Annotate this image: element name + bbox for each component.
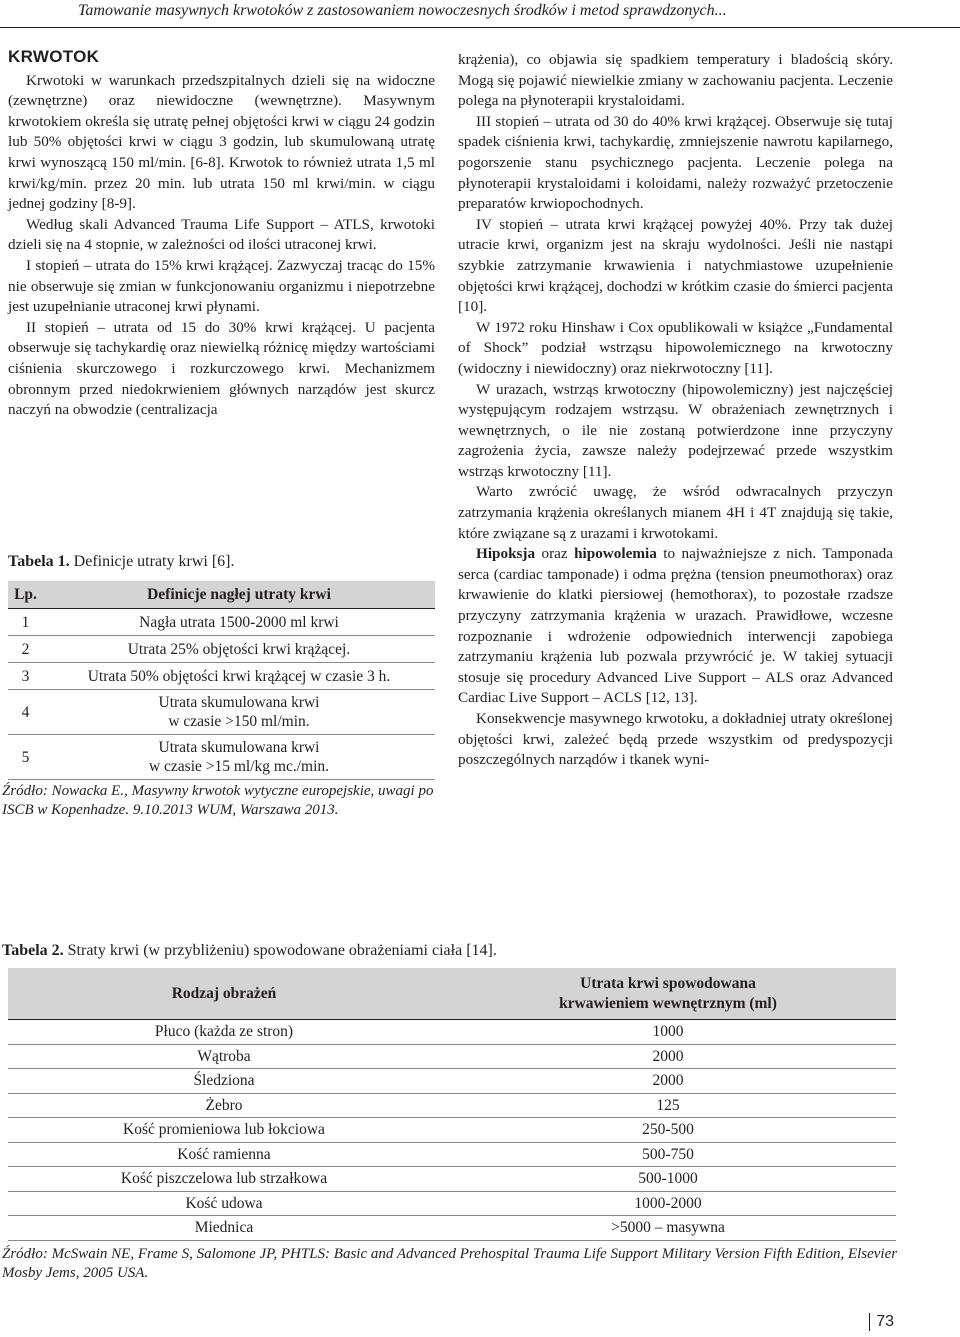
left-column [8,47,435,421]
cell-line: w czasie >15 ml/kg mc./min. [148,758,330,775]
column-header: Definicje nagłej utraty krwi [43,581,435,609]
cell [43,690,435,735]
cell [43,735,435,780]
cell: 4 [8,690,43,735]
column-header: Lp. [8,581,43,609]
caption-label: Tabela 1. [8,553,70,570]
cell: Żebro [8,1093,440,1118]
paragraph: krążenia), co objawia się spadkiem temperatury i bladością skóry. Mogą się pojawić niewielkie zmiany w zachowaniu pacjenta. Leczenie polega na płynoterapii krystaloidami. [458,51,893,110]
table-row [8,1167,896,1192]
page-number: 73 [869,1313,894,1331]
section-title: KRWOTOK [8,47,100,66]
bold-term: hipowolemia [574,545,657,563]
paragraph: IV stopień – utrata krwi krążącej powyżej 40%. Przy tak dużej utracie krwi, organizm jest na skraju wydolności. Jeśli nie nastąpi szybkie zatrzymanie krwawienia i natychmiastowe uzupełnienie objętości krwi krążącej, dochodzi w krótkim czasie do śmierci pacjenta [10]. [458,215,893,316]
cell-line: Utrata skumulowana krwi [158,694,320,711]
cell: 2 [8,636,43,663]
table1-source: Źródło: Nowacka E., Masywny krwotok wytyczne europejskie, uwagi po ISCB w Kopenhadze. 9.10.2013 WUM, Warszawa 2013. [2,783,434,818]
paragraph: III stopień – utrata od 30 do 40% krwi krążącej. Obserwuje się tutaj spadek ciśnienia krwi, tachykardię, zmniejszenie nawrotu kapilarnego, pogorszenie stanu psychicznego pacjenta. Leczenie polega na płynoterapii krystaloidami i koloidami, należy rozważyć przetoczenie preparatów krwiopochodnych. [458,112,893,213]
table-row [8,663,435,690]
paragraph: Konsekwencje masywnego krwotoku, a dokładniej utraty określonej objętości krwi, zależeć będą przede wszystkim od predyspozycji poszczególnych narządów i tkanek wyni- [458,710,893,769]
table-row [8,1118,896,1143]
text: to najważniejsze z nich. Tamponada serca (cardiac tamponade) i odma prężna (tension pneumothorax) oraz krwawienie do klatki piersiowej (hemothorax), to pozostałe rzadsze przyczyny zatrzymania krążenia w urazach. Prawidłowe, wczesne rozpoznanie i wdrożenie odpowiednich interwencji zapobiega zatrzymaniu krążenia lub pozwala przywrócić je. W takiej sytuacji stosuje się procedury Advanced Live Support – ALS oraz Advanced Cardiac Live Support – ACLS [12, 13]. [458,545,893,707]
paragraph: W urazach, wstrząs krwotoczny (hipowolemiczny) jest najczęściej występującym rodzajem wstrząsu. W obrażeniach zewnętrznych i wewnętrznych, o ile nie zostaną potwierdzone inne przyczyny zagrożenia życia, zawsze należy podejrzewać przede wszystkim wstrząs krwotoczny [11]. [458,380,893,480]
table1-caption [8,553,234,571]
caption-text: Definicje utraty krwi [6]. [69,553,235,570]
caption-text: Straty krwi (w przybliżeniu) spowodowane obrażeniami ciała [14]. [63,942,497,959]
cell: Śledziona [8,1069,440,1094]
table-row [8,1142,896,1167]
paragraph: I stopień – utrata do 15% krwi krążącej. Zazwyczaj tracąc do 15% nie obserwuje się zmian w funkcjonowaniu organizmu i niepotrzebne jest uzupełnianie utraconej krwi płynami. [8,256,435,316]
cell: 1000 [440,1020,896,1045]
table-row [8,1020,896,1045]
cell-line: Utrata skumulowana krwi [158,739,320,756]
table-row [8,735,435,780]
cell: 3 [8,663,43,690]
paragraph [458,544,893,709]
header-line: Utrata krwi spowodowana [580,974,756,992]
column-header [440,968,896,1020]
table1 [8,581,435,780]
table-header-row [8,968,896,1020]
paragraph: Krwotoki w warunkach przedszpitalnych dzieli się na widoczne (zewnętrzne) oraz niewidoczne (wewnętrzne). Masywnym krwotokiem określa się utratę pełnej objętości krwi w ciągu 24 godzin lub 50% objętości krwi w ciągu 3 godzin, lub skumulowaną utratę krwi wynoszącą 150 ml/min. [6-8]. Krwotok to również utrata 1,5 ml krwi/kg/min. przez 20 min. lub utrata 150 ml krwi/min. w ciągu jednej godziny [8-9]. [8,71,435,213]
cell: Miednica [8,1216,440,1241]
table2-source: Źródło: McSwain NE, Frame S, Salomone JP, PHTLS: Basic and Advanced Prehospital Trauma Life Support Military Version Fifth Edition, Elsevier Mosby Jems, 2005 USA. [2,1246,898,1281]
bold-term: Hipoksja [476,545,536,563]
table-row [8,636,435,663]
table-row [8,1216,896,1241]
cell: Kość piszczelowa lub strzałkowa [8,1167,440,1192]
table2 [8,968,896,1241]
cell: 125 [440,1093,896,1118]
cell: 1 [8,609,43,636]
cell: 2000 [440,1069,896,1094]
column-header: Rodzaj obrażeń [8,968,440,1020]
cell: Wątroba [8,1044,440,1069]
table-row [8,1093,896,1118]
caption-label: Tabela 2. [2,942,64,959]
table-row [8,1191,896,1216]
cell: Nagła utrata 1500-2000 ml krwi [43,609,435,636]
paragraph: Według skali Advanced Trauma Life Support – ATLS, krwotoki dzieli się na 4 stopnie, w zależności od ilości utraconej krwi. [8,215,435,254]
cell: 1000-2000 [440,1191,896,1216]
paragraph: W 1972 roku Hinshaw i Cox opublikowali w książce „Fundamental of Shock” podział wstrząsu hipowolemicznego na krwotoczny (widoczny i niewidoczny) oraz niekrwotoczny [11]. [458,318,893,377]
cell: Kość promieniowa lub łokciowa [8,1118,440,1143]
paragraph: II stopień – utrata od 15 do 30% krwi krążącej. U pacjenta obserwuje się tachykardię oraz niewielką różnicę między wartościami ciśnienia skurczowego i rozkurczowego krwi. Mechanizmem obronnym przed niedokrwieniem głównych narządów jest skurcz naczyń na obwodzie (centralizacja [8,318,435,419]
cell: 5 [8,735,43,780]
cell: Utrata 25% objętości krwi krążącej. [43,636,435,663]
cell: 250-500 [440,1118,896,1143]
running-header: Tamowanie masywnych krwotoków z zastosowaniem nowoczesnych środków i metod sprawdzonych... [0,0,960,28]
table-row [8,690,435,735]
table-row [8,1044,896,1069]
table-row [8,609,435,636]
cell: Płuco (każda ze stron) [8,1020,440,1045]
cell: Kość udowa [8,1191,440,1216]
cell-line: w czasie >150 ml/min. [168,713,310,730]
paragraph: Warto zwrócić uwagę, że wśród odwracalnych przyczyn zatrzymania krążenia określanych mianem 4H i 4T znajdują się takie, które związane są z urazami i krwotokami. [458,483,893,542]
cell: 500-1000 [440,1167,896,1192]
cell: Kość ramienna [8,1142,440,1167]
right-column [458,50,893,771]
cell: 2000 [440,1044,896,1069]
cell: >5000 – masywna [440,1216,896,1241]
table2-caption [2,942,497,960]
cell: 500-750 [440,1142,896,1167]
header-line: krwawieniem wewnętrznym (ml) [559,994,777,1012]
table-header-row [8,581,435,609]
text: oraz [535,545,575,563]
cell: Utrata 50% objętości krwi krążącej w czasie 3 h. [43,663,435,690]
table-row [8,1069,896,1094]
